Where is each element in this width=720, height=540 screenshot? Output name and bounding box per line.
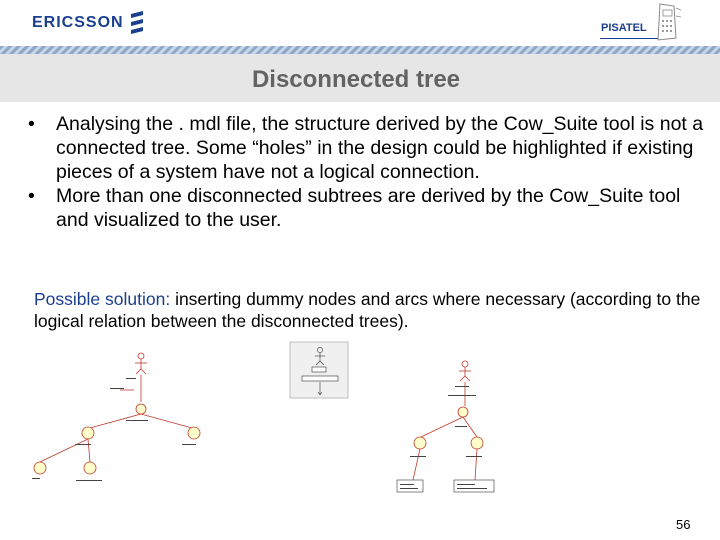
- tree-right: [413, 361, 483, 480]
- disconnected-tree-diagram: [30, 340, 530, 500]
- bullet-symbol: •: [28, 113, 35, 135]
- bullet-item: [28, 112, 708, 184]
- ericsson-mark-icon: [128, 11, 146, 35]
- bullet-text: More than one disconnected subtrees are derived by the Cow_Suite tool and visualized to the user.: [56, 185, 681, 231]
- bullet-item: [28, 184, 708, 232]
- phone-icon: [654, 2, 684, 42]
- bullet-list: [28, 112, 708, 232]
- page-number: 56: [676, 517, 691, 532]
- bullet-text: Analysing the . mdl file, the structure derived by the Cow_Suite tool is not a connected tree. Some “holes” in the design could be highlighted if existing pieces of a system have not a logical connection.: [56, 113, 704, 183]
- ericsson-logo: ERICSSON: [32, 14, 124, 31]
- slide-title: Disconnected tree: [251, 66, 461, 93]
- tree-middle: [290, 342, 348, 398]
- solution-paragraph: [34, 288, 714, 332]
- header-stripe: [0, 46, 720, 54]
- pisatel-underline: [600, 38, 658, 39]
- solution-text: inserting dummy nodes and arcs where necessary (according to the logical relation between the disconnected trees).: [34, 289, 701, 331]
- solution-label: Possible solution:: [34, 289, 171, 309]
- bullet-symbol: •: [28, 185, 35, 207]
- header: [0, 0, 720, 50]
- tree-left: [34, 353, 200, 474]
- pisatel-logo: PISATEL: [601, 22, 647, 34]
